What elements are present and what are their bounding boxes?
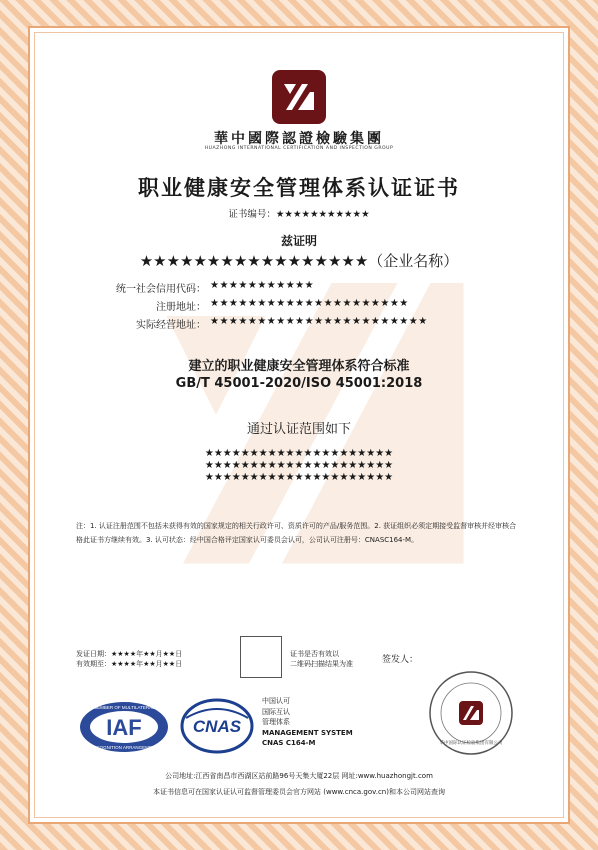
intro-text: 兹证明 [280,234,317,248]
cnas-caption-line: MANAGEMENT SYSTEM [262,728,353,737]
field-value: ★★★★★★★★★★★★★★★★★★★★★ [210,298,409,309]
field-label: 实际经营地址： [136,320,206,331]
cnas-logo [180,698,254,754]
iaf-text: IAF [106,715,142,740]
cnas-caption-line: 国际互认 [262,707,290,716]
cnas-caption [262,696,353,749]
date-block [76,649,182,669]
qr-note-line: 二维码扫描结果为准 [290,660,353,668]
field-value: ★★★★★★★★★★★★★★★★★★★★★★★ [210,316,428,327]
signer-label: 签发人： [382,655,419,665]
valid-date: 有效期至：★★★★年★★月★★日 [76,660,183,668]
iaf-ring-bottom: RECOGNITION ARRANGEMENT [90,745,158,750]
scope-list [0,448,598,484]
iaf-ring-top: MEMBER OF MULTILATERAL [93,705,155,710]
field-value: ★★★★★★★★★★★ [210,280,315,291]
qr-note [290,649,353,669]
certificate-title: 职业健康安全管理体系认证证书 [138,176,460,200]
qr-code-placeholder [240,636,282,678]
organization-name: ★★★★★★★★★★★★★★★★★（企业名称） [139,252,459,270]
company-seal [428,670,514,756]
scope-title: 通过认证范围如下 [246,422,351,437]
company-name-en: HUAZHONG INTERNATIONAL CERTIFICATION AND INSPECTION GROUP [204,146,394,151]
field-label: 统一社会信用代码： [116,284,206,295]
certificate-note: 注：1. 认证注册范围不包括未获得有效的国家规定的相关行政许可、资质许可的产品/服务范围。2. 获证组织必须定期接受监督审核并经审核合格此证书方继续有效。3. 认可状态：经中国合格评定国家认可委员会认可，公司认可注册号：CNASC164-M。 [76,522,517,544]
certificate-number: 证书编号：★★★★★★★★★★★ [228,209,370,220]
company-logo [272,70,326,124]
issue-date: 发证日期：★★★★年★★月★★日 [76,650,183,658]
cnas-text: CNAS [192,717,242,736]
footer-address: 公司地址:江西省南昌市西湖区站前路96号天集大厦22层 网址:www.huazhongjt.com [165,772,433,780]
cnas-caption-line: 中国认可 [262,697,290,705]
footer-verification: 本证书信息可在国家认证认可监督管理委员会官方网站 (www.cnca.gov.cn)和本公司网站查询 [153,788,445,796]
field-label: 注册地址： [156,302,206,313]
scope-line: ★★★★★★★★★★★★★★★★★★★★★ [204,448,394,459]
iaf-logo [78,700,170,754]
scope-line: ★★★★★★★★★★★★★★★★★★★★★ [204,472,394,483]
cnas-caption-line: CNAS C164-M [262,739,316,747]
qr-note-line: 证书是否有效以 [290,650,339,658]
standard-code: GB/T 45001-2020/ISO 45001:2018 [175,376,423,391]
cnas-caption-line: 管理体系 [262,718,290,726]
seal-text: 华中国际认证检验集团有限公司 [439,741,503,746]
scope-line: ★★★★★★★★★★★★★★★★★★★★★ [204,460,394,471]
company-name-cn: 華中國際認證檢驗集團 [214,131,384,147]
standard-statement: 建立的职业健康安全管理体系符合标准 [188,359,410,374]
